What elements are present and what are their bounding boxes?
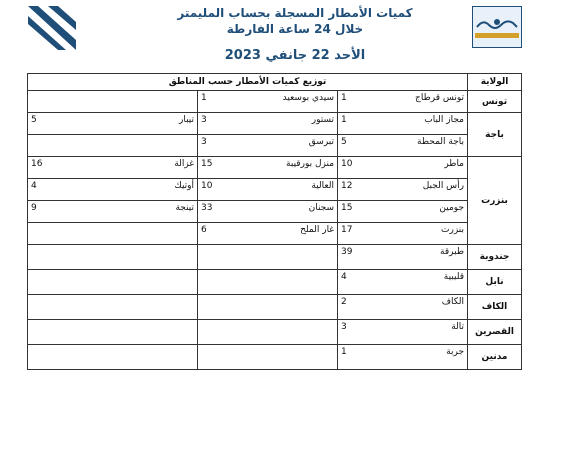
rainfall-value: 10 (341, 159, 353, 169)
region-cell (28, 157, 198, 179)
meteo-institute-logo (472, 6, 522, 48)
table-row (28, 245, 522, 270)
station-name: تيبار (178, 115, 195, 125)
rainfall-value: 16 (31, 159, 43, 169)
rainfall-value: 4 (31, 181, 37, 191)
region-cell (198, 91, 338, 113)
region-cell (28, 113, 198, 135)
rainfall-value: 5 (31, 115, 37, 125)
region-cell (338, 223, 468, 245)
station-name: منزل بورقيبة (286, 159, 335, 169)
title-line-1: كميات الأمطار المسجلة بحساب المليمتر (177, 6, 413, 20)
station-name: سيدي بوسعيد (282, 93, 335, 103)
rainfall-value: 3 (201, 137, 207, 147)
region-cell (198, 223, 338, 245)
region-cell (28, 270, 198, 295)
station-name: تونس قرطاج (415, 93, 465, 103)
station-name: بنزرت (441, 225, 465, 235)
rainfall-value: 12 (341, 181, 353, 191)
region-cell (28, 223, 198, 245)
region-cell (338, 295, 468, 320)
title-line-2: خلال 24 ساعة الفارطة (226, 22, 364, 36)
rainfall-value: 1 (341, 347, 347, 357)
governorate-cell: بنزرت (468, 157, 522, 245)
table-row (28, 345, 522, 370)
rainfall-value: 3 (341, 322, 347, 332)
region-cell (28, 245, 198, 270)
region-cell (198, 201, 338, 223)
region-cell (338, 113, 468, 135)
governorate-cell: باجة (468, 113, 522, 157)
rainfall-value: 15 (341, 203, 353, 213)
rainfall-value: 4 (341, 272, 347, 282)
station-name: العالية (311, 181, 335, 191)
table-row (28, 295, 522, 320)
station-name: تالة (451, 322, 465, 332)
region-cell (198, 295, 338, 320)
governorate-cell: القصرين (468, 320, 522, 345)
station-name: مجاز الباب (424, 115, 465, 125)
rainfall-value: 6 (201, 225, 207, 235)
region-cell (338, 345, 468, 370)
governorate-cell: تونس (468, 91, 522, 113)
region-cell (198, 345, 338, 370)
governorate-cell: نابل (468, 270, 522, 295)
rainfall-value: 3 (201, 115, 207, 125)
station-name: باجة المحطة (417, 137, 465, 147)
table-row (28, 113, 522, 135)
table-row (28, 157, 522, 179)
table-row (28, 320, 522, 345)
rainfall-value: 1 (341, 115, 347, 125)
region-cell (338, 157, 468, 179)
station-name: تبرسق (308, 137, 335, 147)
station-name: جومين (439, 203, 465, 213)
governorate-cell: جندوبة (468, 245, 522, 270)
region-cell (198, 320, 338, 345)
table-row (28, 91, 522, 113)
region-cell (28, 179, 198, 201)
governorate-cell: مدنين (468, 345, 522, 370)
rainfall-value: 33 (201, 203, 213, 213)
logo-bar (475, 33, 519, 38)
rainfall-value: 5 (341, 137, 347, 147)
station-name: رأس الجبل (422, 181, 465, 191)
rainfall-value: 9 (31, 203, 37, 213)
station-name: ماطر (444, 159, 465, 169)
table-row (28, 201, 522, 223)
region-cell (338, 201, 468, 223)
region-cell (338, 135, 468, 157)
region-cell (28, 201, 198, 223)
wave-logo-icon (475, 17, 519, 31)
report-date: الأحد 22 جانفي 2023 (224, 48, 366, 63)
station-name: سجنان (308, 203, 335, 213)
region-cell (28, 91, 198, 113)
rainfall-value: 10 (201, 181, 213, 191)
region-cell (198, 270, 338, 295)
region-cell (198, 179, 338, 201)
station-name: جربة (446, 347, 465, 357)
rainfall-table (27, 73, 522, 370)
table-row (28, 135, 522, 157)
rainfall-value: 15 (201, 159, 213, 169)
column-header-regions: توزيع كميات الأمطار حسب المناطق (28, 74, 468, 91)
region-cell (338, 245, 468, 270)
rainfall-value: 39 (341, 247, 353, 257)
table-row (28, 223, 522, 245)
column-header-governorate: الولاية (468, 74, 522, 91)
station-name: غار الملح (300, 225, 335, 235)
rainfall-value: 1 (341, 93, 347, 103)
table-body (28, 91, 522, 370)
region-cell (198, 245, 338, 270)
governorate-cell: الكاف (468, 295, 522, 320)
region-cell (28, 320, 198, 345)
station-name: قليبية (443, 272, 465, 282)
region-cell (338, 320, 468, 345)
region-cell (198, 157, 338, 179)
region-cell (338, 270, 468, 295)
rainfall-value: 17 (341, 225, 353, 235)
rainfall-value: 1 (201, 93, 207, 103)
station-name: الكاف (441, 297, 465, 307)
region-cell (28, 135, 198, 157)
station-name: تينجة (175, 203, 195, 213)
region-cell (338, 179, 468, 201)
region-cell (28, 345, 198, 370)
station-name: تستور (311, 115, 335, 125)
region-cell (198, 135, 338, 157)
stripes-logo-icon (28, 6, 76, 50)
region-cell (338, 91, 468, 113)
station-name: طبرقة (440, 247, 465, 257)
table-header-row (28, 74, 522, 91)
region-cell (198, 113, 338, 135)
table-row (28, 270, 522, 295)
station-name: أوتيك (174, 181, 195, 191)
table-row (28, 179, 522, 201)
rainfall-value: 2 (341, 297, 347, 307)
region-cell (28, 295, 198, 320)
station-name: غزالة (174, 159, 195, 169)
